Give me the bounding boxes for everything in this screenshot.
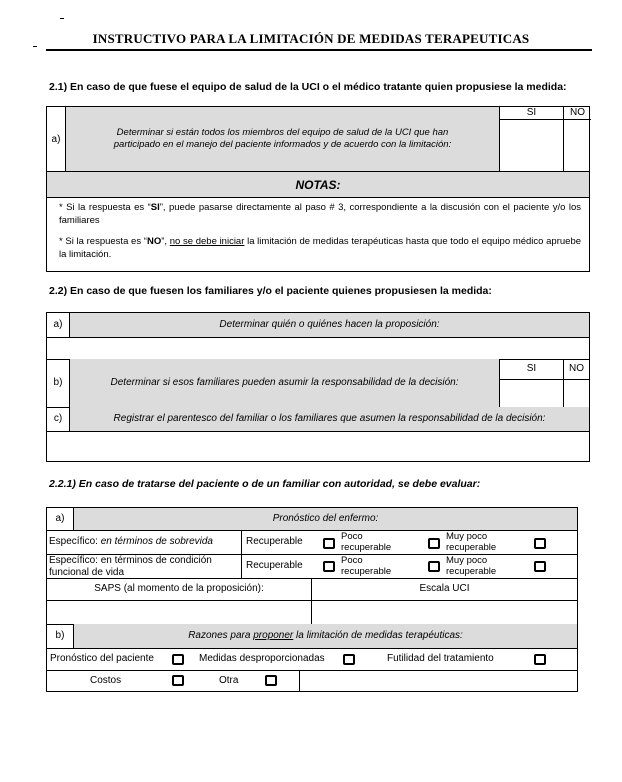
row-a-text: Determinar si están todos los miembros del equipo de salud de la UCI que han participado en el manejo del paciente informados y de acuerdo con la limitación: (65, 107, 499, 171)
recuperable-label: Recuperable (241, 554, 313, 578)
recuperable-checkbox[interactable] (323, 561, 335, 572)
muy-poco-recuperable-checkbox[interactable] (534, 538, 546, 549)
page-title: INSTRUCTIVO PARA LA LIMITACIÓN DE MEDIDAS TERAPEUTICAS (92, 31, 530, 46)
otra-label: Otra (219, 675, 239, 686)
si-header: SI (499, 107, 563, 119)
futilidad-label: Futilidad del tratamiento (387, 653, 494, 664)
no-checkbox-cell[interactable] (563, 119, 591, 171)
row-a-text: Determinar quién o quiénes hacen la proposición: (69, 313, 589, 337)
muy-poco-recuperable-checkbox[interactable] (534, 561, 546, 572)
notas-heading: NOTAS: (47, 171, 589, 197)
section-2-1-heading: 2.1) En caso de que fuese el equipo de salud de la UCI o el médico tratante quien propusiese la medida: (49, 81, 567, 93)
row-c-text: Registrar el parentesco del familiar o los familiares que asumen la responsabilidad de la decisión: (69, 407, 589, 431)
si-checkbox-cell[interactable] (499, 379, 563, 407)
section-2-1-table (46, 106, 590, 272)
costos-label: Costos (90, 675, 122, 686)
row-b-text: Determinar si esos familiares pueden asumir la responsabilidad de la decisión: (69, 359, 499, 407)
escala-uci-value[interactable] (311, 600, 577, 624)
row-c-label: c) (53, 413, 63, 424)
row-b-label: b) (53, 377, 63, 388)
row-a-answer[interactable] (47, 337, 589, 359)
muy-poco-recuperable-label: Muy poco recuperable (446, 555, 497, 577)
row-a-label: a) (53, 319, 63, 330)
specific-survival-label: Específico: en términos de sobrevida (49, 536, 213, 547)
section-2-2-1-heading: 2.2.1) En caso de tratarse del paciente o de un familiar con autoridad, se debe evaluar: (49, 478, 481, 490)
row-b-label: b) (55, 630, 65, 641)
si-checkbox-cell[interactable] (499, 119, 563, 171)
row-c-answer[interactable] (47, 431, 589, 461)
row-a-label: a) (55, 513, 65, 524)
medidas-checkbox[interactable] (343, 654, 355, 665)
section-2-2-table (46, 312, 590, 462)
saps-value[interactable] (47, 600, 311, 624)
row-b-text: Razones para proponer la limitación de medidas terapéuticas: (73, 624, 577, 648)
section-2-2-heading: 2.2) En caso de que fuesen los familiares y/o el paciente quienes propusiesen la medida: (49, 285, 492, 297)
notes-body (47, 197, 589, 271)
costos-checkbox[interactable] (172, 675, 184, 686)
otra-text-field[interactable] (299, 670, 577, 691)
no-checkbox-cell[interactable] (563, 379, 589, 407)
escala-uci-label: Escala UCI (311, 578, 577, 600)
note-si: * Si la respuesta es “SI”, puede pasarse directamente al paso # 3, correspondiente a la discusión con el paciente y/o los familiares (59, 202, 581, 226)
otra-checkbox[interactable] (265, 675, 277, 686)
recuperable-checkbox[interactable] (323, 538, 335, 549)
pronostico-label: Pronóstico del paciente (50, 653, 154, 664)
muy-poco-recuperable-label: Muy poco recuperable (446, 531, 497, 553)
margin-mark (60, 18, 64, 19)
no-header: NO (563, 359, 589, 379)
no-header: NO (563, 107, 591, 119)
medidas-label: Medidas desproporcionadas (199, 653, 325, 664)
row-a-text: Pronóstico del enfermo: (73, 508, 577, 530)
poco-recuperable-label: Poco recuperable (341, 555, 392, 577)
poco-recuperable-checkbox[interactable] (428, 561, 440, 572)
si-header: SI (499, 359, 563, 379)
title-rule (46, 49, 592, 51)
recuperable-label: Recuperable (241, 530, 313, 554)
row-a-label: a) (51, 133, 61, 145)
saps-label: SAPS (al momento de la proposición): (94, 583, 264, 594)
poco-recuperable-checkbox[interactable] (428, 538, 440, 549)
specific-functional-label: Específico: en términos de condición funcional de vida (49, 555, 212, 578)
poco-recuperable-label: Poco recuperable (341, 531, 392, 553)
pronostico-checkbox[interactable] (172, 654, 184, 665)
section-2-2-1-table (46, 507, 578, 692)
futilidad-checkbox[interactable] (534, 654, 546, 665)
note-no: * Si la respuesta es “NO”, no se debe iniciar la limitación de medidas terapéuticas hasta que todo el equipo médico apruebe la limitación. (59, 236, 582, 260)
